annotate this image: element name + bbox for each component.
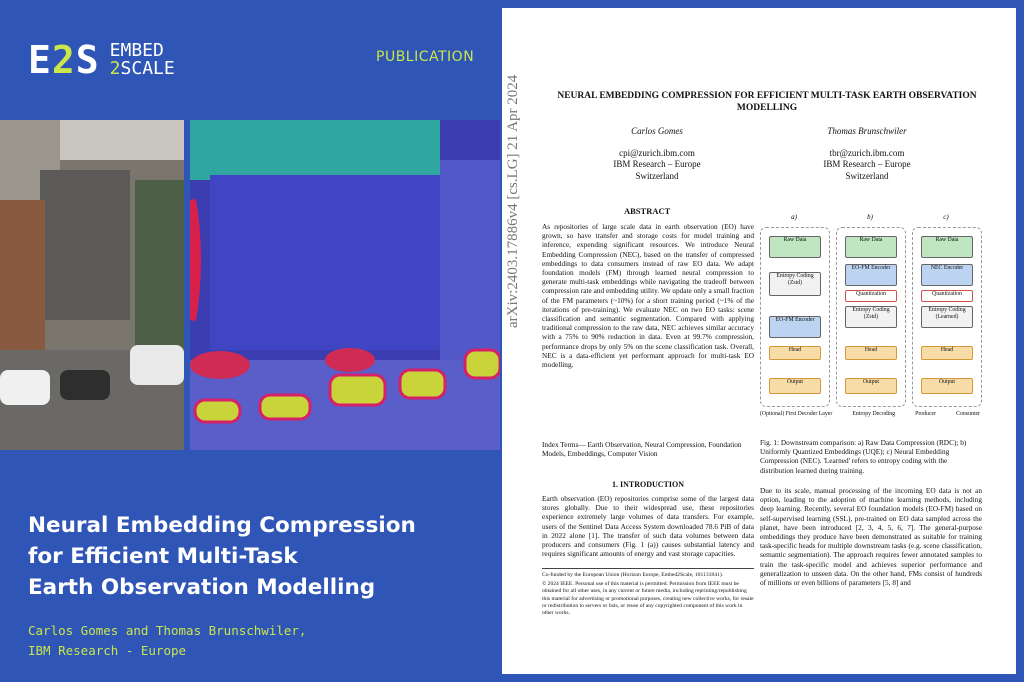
publication-title: Neural Embedding Compression for Efficient Multi-Task Earth Observation Modelling — [28, 513, 416, 600]
publication-authors: Carlos Gomes and Thomas Brunschwiler, IBM Research - Europe — [28, 623, 307, 658]
logo-wordmark: EMBED 2SCALE — [109, 40, 175, 79]
paper-title: NEURAL EMBEDDING COMPRESSION FOR EFFICIENT MULTI-TASK EARTH OBSERVATION MODELLING — [557, 91, 977, 113]
publication-tag: PUBLICATION — [376, 49, 475, 65]
figure-caption: Fig. 1: Downstream comparison: a) Raw Data Compression (RDC); b) Uniformly Quantized Embeddings (UQE); c) Neural Embedding Compression (NEC). 'Learned' refers to entropy coding with the distribution learned during training. — [760, 438, 967, 475]
embed2scale-logo — [28, 38, 175, 82]
logo-mark: E2S — [28, 38, 100, 82]
pipeline-uqe: Raw Data EO-FM Encoder Quantization Entropy Coding (Zstd) Head Output — [836, 227, 906, 407]
author-block-2: Thomas Brunschwiler tbr@zurich.ibm.com IBM Research – Europe Switzerland — [823, 126, 911, 181]
arxiv-stamp: arXiv:2403.17886v4 [cs.LG] 21 Apr 2024 — [505, 74, 521, 328]
aerial-photo — [0, 120, 184, 450]
body-text-right: Due to its scale, manual processing of the incoming EO data is not an option, leading to the adoption of machine learning methods, including deep learning. Recently, several EO foundation models (EO-FM) based on self-supervised learning (SSL), pre-trained on EO data sampled across the planet, have been introduced [2, 3, 4, 5, 6, 7]. The general-purpose embeddings they produce have been demonstrated as suitable for training task-specific heads for multiple downstream tasks (e.g. scene classification, semantic segmentation). The approach requires fewer annotated samples to train the task-specific model and achieves superior performance and generalization to unseen data. On the other hand, FMs consist of hundreds of millions or even billions of parameters [5, 8] and — [760, 486, 982, 588]
author-block-1: Carlos Gomes cpi@zurich.ibm.com IBM Research – Europe Switzerland — [613, 126, 701, 181]
promo-panel — [0, 0, 500, 682]
intro-text: Earth observation (EO) repositories comprise some of the largest data stores globally. Due to their widespread use, these repositories experience extremely large volumes of data transfers. For example, users of the Sentinel Data Access System downloaded 78.6 PiB of data in 2022 alone [1]. The transfer of such data volumes between data producers and consumers (Fig. 1 (a)) causes substantial latency and requires significant amounts of energy and vast storage capacities. — [542, 494, 754, 559]
abstract-text: As repositories of large scale data in earth observation (EO) have grown, so have transfer and storage costs for model training and inference, expending significant resources. We introduce Neural Embedding Compression (NEC), based on the transfer of compressed embeddings to data consumers instead of raw EO data. We adapt foundation models (FM) through learned neural compression to generate multi-task embeddings while navigating the tradeoff between compression rate and embedding utility. We update only a small fraction of the FM parameters (~10%) for a short training period (~1% of the iterations of pre-training). We evaluate NEC on two EO tasks: scene classification and semantic segmentation. Compared with applying traditional compression to the raw data, NEC achieves similar accuracy with a 75% to 90% reduction in data. Even at 99.7% compression, performance drops by only 5% on the scene classification task. Overall, NEC is a data-efficient yet performant approach for multi-task EO modelling. — [542, 222, 754, 370]
pipeline-nec: Raw Data NEC Encoder Quantization Entropy Coding (Learned) Head Output — [912, 227, 982, 407]
segmentation-overlay — [190, 120, 500, 450]
segmentation-image-strip — [0, 120, 500, 450]
pipeline-rdc: Raw Data Entropy Coding (Zstd) EO-FM Encoder Head Output — [760, 227, 830, 407]
footnotes: Co-funded by the European Union (Horizon Europe, Embed2Scale, 101131841). © 2024 IEEE. Personal use of this material is permitted. Permission from IEEE must be obtained for all other uses, in any current or future media, including reprinting/republishing this material for advertising or promotional purposes, creating new collective works, for resale or redistribution to servers or lists, or reuse of any copyrighted component of this work in other works. — [542, 568, 754, 619]
index-terms: Index Terms— Earth Observation, Neural Compression, Foundation Models, Embeddings, Computer Vision — [542, 440, 742, 459]
figure-1: a) b) c) Raw Data Entropy Coding (Zstd) EO-FM Encoder Head Output Raw Data EO-FM Encoder Quantization Entropy Coding (Zstd) Head Output Raw Data NEC Encoder Quantization Entropy Coding (Learned) Head Output (Optional) First Decoder Layer Entropy Decoding Producer Consumer — [760, 213, 980, 431]
intro-heading: 1. INTRODUCTION — [612, 480, 685, 489]
abstract-heading: ABSTRACT — [624, 206, 671, 216]
figure-legend: (Optional) First Decoder Layer Entropy Decoding Producer Consumer — [760, 411, 980, 417]
paper-page — [502, 8, 1016, 674]
